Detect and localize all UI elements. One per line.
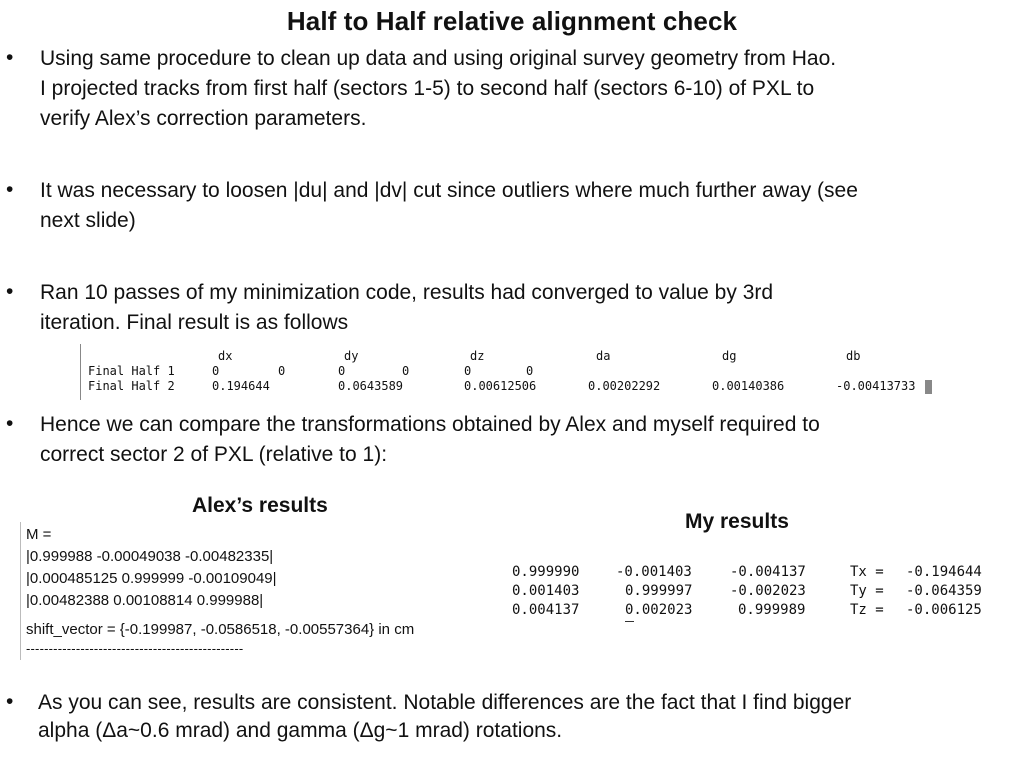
bullet-marker: • bbox=[6, 690, 14, 713]
header-db: db bbox=[846, 349, 861, 363]
header-dy: dy bbox=[344, 349, 359, 363]
bullet-1-line-2: I projected tracks from first half (sectors 1-5) to second half (sectors 6-10) of PXL to bbox=[40, 77, 815, 100]
alex-divider: ------------------------------------------------ bbox=[26, 641, 244, 656]
my-r3-c2: 0.002023 bbox=[625, 602, 693, 618]
bullet-5-line-1: As you can see, results are consistent. Notable differences are the fact that I find bigger bbox=[38, 691, 852, 714]
alex-matrix-label: M = bbox=[26, 526, 52, 543]
bullet-1-line-3: verify Alex’s correction parameters. bbox=[40, 107, 367, 130]
my-r2-c3: -0.002023 bbox=[730, 583, 806, 599]
my-r3-tval: -0.006125 bbox=[906, 602, 982, 618]
bullet-4-line-2: correct sector 2 of PXL (relative to 1): bbox=[40, 443, 388, 466]
my-r2-c1: 0.001403 bbox=[512, 583, 580, 599]
half1-dy: 0 bbox=[278, 364, 286, 378]
bullet-marker: • bbox=[6, 412, 14, 435]
bullet-marker: • bbox=[6, 280, 14, 303]
bullet-2-line-1: It was necessary to loosen |du| and |dv| cut since outliers where much further away (see bbox=[40, 179, 858, 202]
alex-shift-vector: shift_vector = {-0.199987, -0.0586518, -0.00557364} in cm bbox=[26, 621, 415, 638]
bullet-2-line-2: next slide) bbox=[40, 209, 136, 232]
bullet-4-line-1: Hence we can compare the transformations obtained by Alex and myself required to bbox=[40, 413, 820, 436]
my-r1-c1: 0.999990 bbox=[512, 564, 580, 580]
my-r1-c2: -0.001403 bbox=[616, 564, 692, 580]
row-label-half-2: Final Half 2 bbox=[88, 379, 175, 393]
half1-dz: 0 bbox=[338, 364, 346, 378]
row-label-half-1: Final Half 1 bbox=[88, 364, 175, 378]
my-r2-tval: -0.064359 bbox=[906, 583, 982, 599]
bullet-5-line-2: alpha (Δa~0.6 mrad) and gamma (Δg~1 mrad) rotations. bbox=[38, 719, 563, 742]
terminal-cursor bbox=[925, 380, 932, 394]
bullet-marker: • bbox=[6, 46, 14, 69]
half2-dz: 0.00612506 bbox=[464, 379, 537, 393]
header-dz: dz bbox=[470, 349, 485, 363]
bullet-3-line-1: Ran 10 passes of my minimization code, results had converged to value by 3rd bbox=[40, 281, 774, 304]
alex-matrix-row-1: |0.999988 -0.00049038 -0.00482335| bbox=[26, 548, 274, 565]
my-r2-c2: 0.999997 bbox=[625, 583, 693, 599]
half1-dx: 0 bbox=[212, 364, 220, 378]
header-dx: dx bbox=[218, 349, 233, 363]
header-dg: dg bbox=[722, 349, 737, 363]
half2-db: -0.00413733 bbox=[836, 379, 916, 393]
half1-dg: 0 bbox=[464, 364, 472, 378]
bullet-3-line-2: iteration. Final result is as follows bbox=[40, 311, 349, 334]
half2-dx: 0.194644 bbox=[212, 379, 270, 393]
slide-title: Half to Half relative alignment check bbox=[286, 6, 738, 36]
my-r1-tlabel: Tx = bbox=[850, 564, 884, 580]
bullet-marker: • bbox=[6, 178, 14, 201]
my-r1-c3: -0.004137 bbox=[730, 564, 806, 580]
alex-results-heading: Alex’s results bbox=[192, 494, 328, 517]
my-r3-c1: 0.004137 bbox=[512, 602, 580, 618]
half2-dg: 0.00140386 bbox=[712, 379, 785, 393]
header-da: da bbox=[596, 349, 611, 363]
half1-db: 0 bbox=[526, 364, 534, 378]
alex-matrix-row-2: |0.000485125 0.999999 -0.00109049| bbox=[26, 570, 277, 587]
half2-dy: 0.0643589 bbox=[338, 379, 404, 393]
half2-da: 0.00202292 bbox=[588, 379, 661, 393]
text-cursor-underline bbox=[625, 621, 634, 622]
my-r2-tlabel: Ty = bbox=[850, 583, 884, 599]
alex-results-box bbox=[20, 522, 471, 660]
half1-da: 0 bbox=[402, 364, 410, 378]
alex-matrix-row-3: |0.00482388 0.00108814 0.999988| bbox=[26, 592, 264, 609]
my-r3-c3: 0.999989 bbox=[738, 602, 806, 618]
bullet-1-line-1: Using same procedure to clean up data and using original survey geometry from Hao. bbox=[40, 47, 837, 70]
my-r1-tval: -0.194644 bbox=[906, 564, 982, 580]
my-r3-tlabel: Tz = bbox=[850, 602, 884, 618]
my-results-heading: My results bbox=[685, 510, 789, 533]
